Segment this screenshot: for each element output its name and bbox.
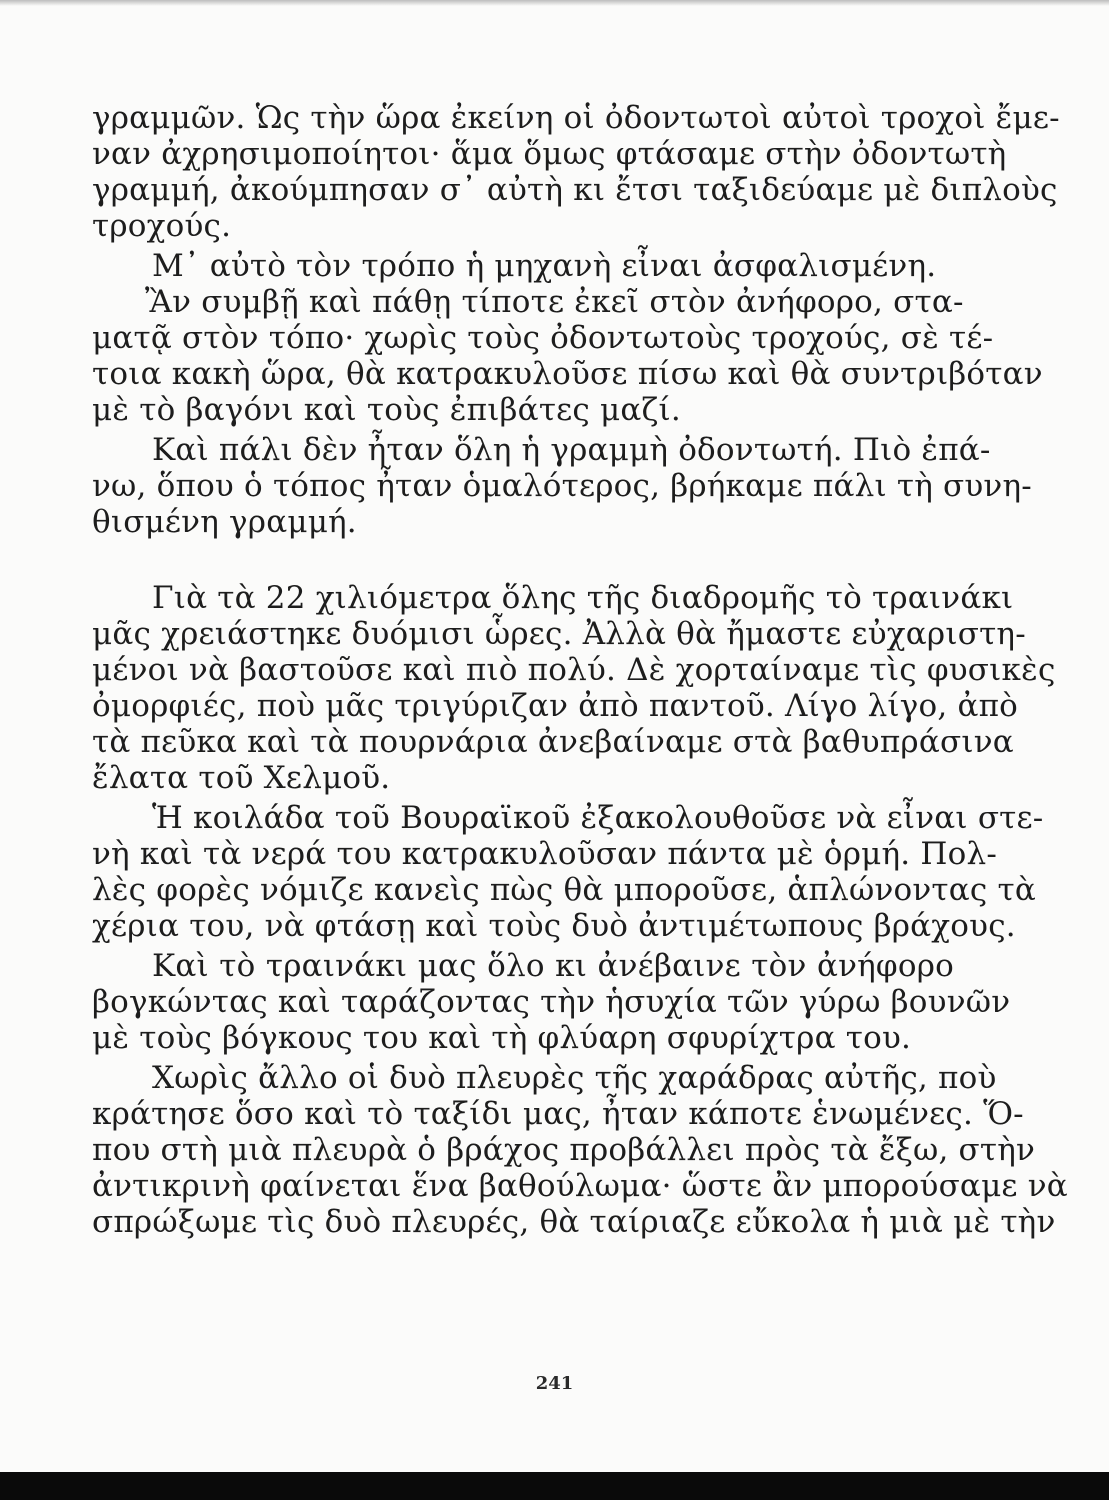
page-top-edge [0, 0, 1109, 6]
text-line: νω, ὅπου ὁ τόπος ἦταν ὁμαλότερος, βρήκαμε πάλι τὴ συνη- [92, 468, 1032, 504]
text-line: που στὴ μιὰ πλευρὰ ὁ βράχος προβάλλει πρὸς τὰ ἔξω, στὴν [92, 1132, 1036, 1168]
text-line: χέρια του, νὰ φτάσῃ καὶ τοὺς δυὸ ἀντιμέτωπους βράχους. [92, 908, 1016, 944]
text-line: ἀντικρινὴ φαίνεται ἕνα βαθούλωμα· ὥστε ἂν μπορούσαμε νὰ [92, 1168, 1068, 1204]
text-line: Χωρὶς ἄλλο οἱ δυὸ πλευρὲς τῆς χαράδρας αὐτῆς, ποὺ [152, 1060, 997, 1096]
text-line: τοια κακὴ ὥρα, θὰ κατρακυλοῦσε πίσω καὶ θὰ συντριβόταν [92, 356, 1043, 392]
text-line: τὰ πεῦκα καὶ τὰ πουρνάρια ἀνεβαίναμε στὰ βαθυπράσινα [92, 724, 1014, 760]
text-line: νὴ καὶ τὰ νερά του κατρακυλοῦσαν πάντα μὲ ὁρμή. Πολ- [92, 836, 998, 872]
text-line: λὲς φορὲς νόμιζε κανεὶς πὼς θὰ μποροῦσε, ἁπλώνοντας τὰ [92, 872, 1036, 908]
text-line: γραμμή, ἀκούμπησαν σ᾿ αὐτὴ κι ἔτσι ταξιδεύαμε μὲ διπλοὺς [92, 172, 1058, 208]
text-line: τροχούς. [92, 208, 232, 244]
text-line: μὲ τὸ βαγόνι καὶ τοὺς ἐπιβάτες μαζί. [92, 392, 681, 428]
text-line: γραμμῶν. Ὡς τὴν ὥρα ἐκείνη οἱ ὀδοντωτοὶ αὐτοὶ τροχοὶ ἔμε- [92, 100, 1060, 136]
text-line: μὲ τοὺς βόγκους του καὶ τὴ φλύαρη σφυρίχτρα του. [92, 1020, 912, 1056]
page-number: 241 [535, 1373, 574, 1394]
text-line: θισμένη γραμμή. [92, 504, 357, 540]
text-line: ἔλατα τοῦ Χελμοῦ. [92, 760, 391, 796]
text-line: βογκώντας καὶ ταράζοντας τὴν ἡσυχία τῶν γύρω βουνῶν [92, 984, 1011, 1020]
scan-bottom-border [0, 1472, 1109, 1500]
text-line: Ἂν συμβῇ καὶ πάθῃ τίποτε ἐκεῖ στὸν ἀνήφορο, στα- [145, 284, 964, 320]
text-line: ματᾷ στὸν τόπο· χωρὶς τοὺς ὀδοντωτοὺς τροχούς, σὲ τέ- [92, 320, 994, 356]
text-line: Καὶ πάλι δὲν ἦταν ὅλη ἡ γραμμὴ ὀδοντωτή. Πιὸ ἐπά- [152, 432, 991, 468]
text-line: σπρώξωμε τὶς δυὸ πλευρές, θὰ ταίριαζε εὔκολα ἡ μιὰ μὲ τὴν [92, 1204, 1056, 1240]
text-line: μένοι νὰ βαστοῦσε καὶ πιὸ πολύ. Δὲ χορταίναμε τὶς φυσικὲς [92, 652, 1056, 688]
text-line: ὀμορφιές, ποὺ μᾶς τριγύριζαν ἀπὸ παντοῦ. Λίγο λίγο, ἀπὸ [92, 688, 1019, 724]
text-line: κράτησε ὅσο καὶ τὸ ταξίδι μας, ἦταν κάποτε ἑνωμένες. Ὅ- [92, 1096, 1024, 1132]
text-line: Καὶ τὸ τραινάκι μας ὅλο κι ἀνέβαινε τὸν ἀνήφορο [152, 948, 954, 984]
text-line: ναν ἀχρησιμοποίητοι· ἅμα ὅμως φτάσαμε στὴν ὀδοντωτὴ [92, 136, 1007, 172]
text-line: μᾶς χρειάστηκε δυόμισι ὧρες. Ἀλλὰ θὰ ἤμαστε εὐχαριστη- [92, 616, 1026, 652]
text-line: Ἡ κοιλάδα τοῦ Βουραϊκοῦ ἐξακολουθοῦσε νὰ εἶναι στε- [152, 800, 1044, 836]
text-line: Μ᾿ αὐτὸ τὸν τρόπο ἡ μηχανὴ εἶναι ἀσφαλισμένη. [152, 248, 937, 284]
text-line: Γιὰ τὰ 22 χιλιόμετρα ὅλης τῆς διαδρομῆς τὸ τραινάκι [152, 580, 1014, 616]
